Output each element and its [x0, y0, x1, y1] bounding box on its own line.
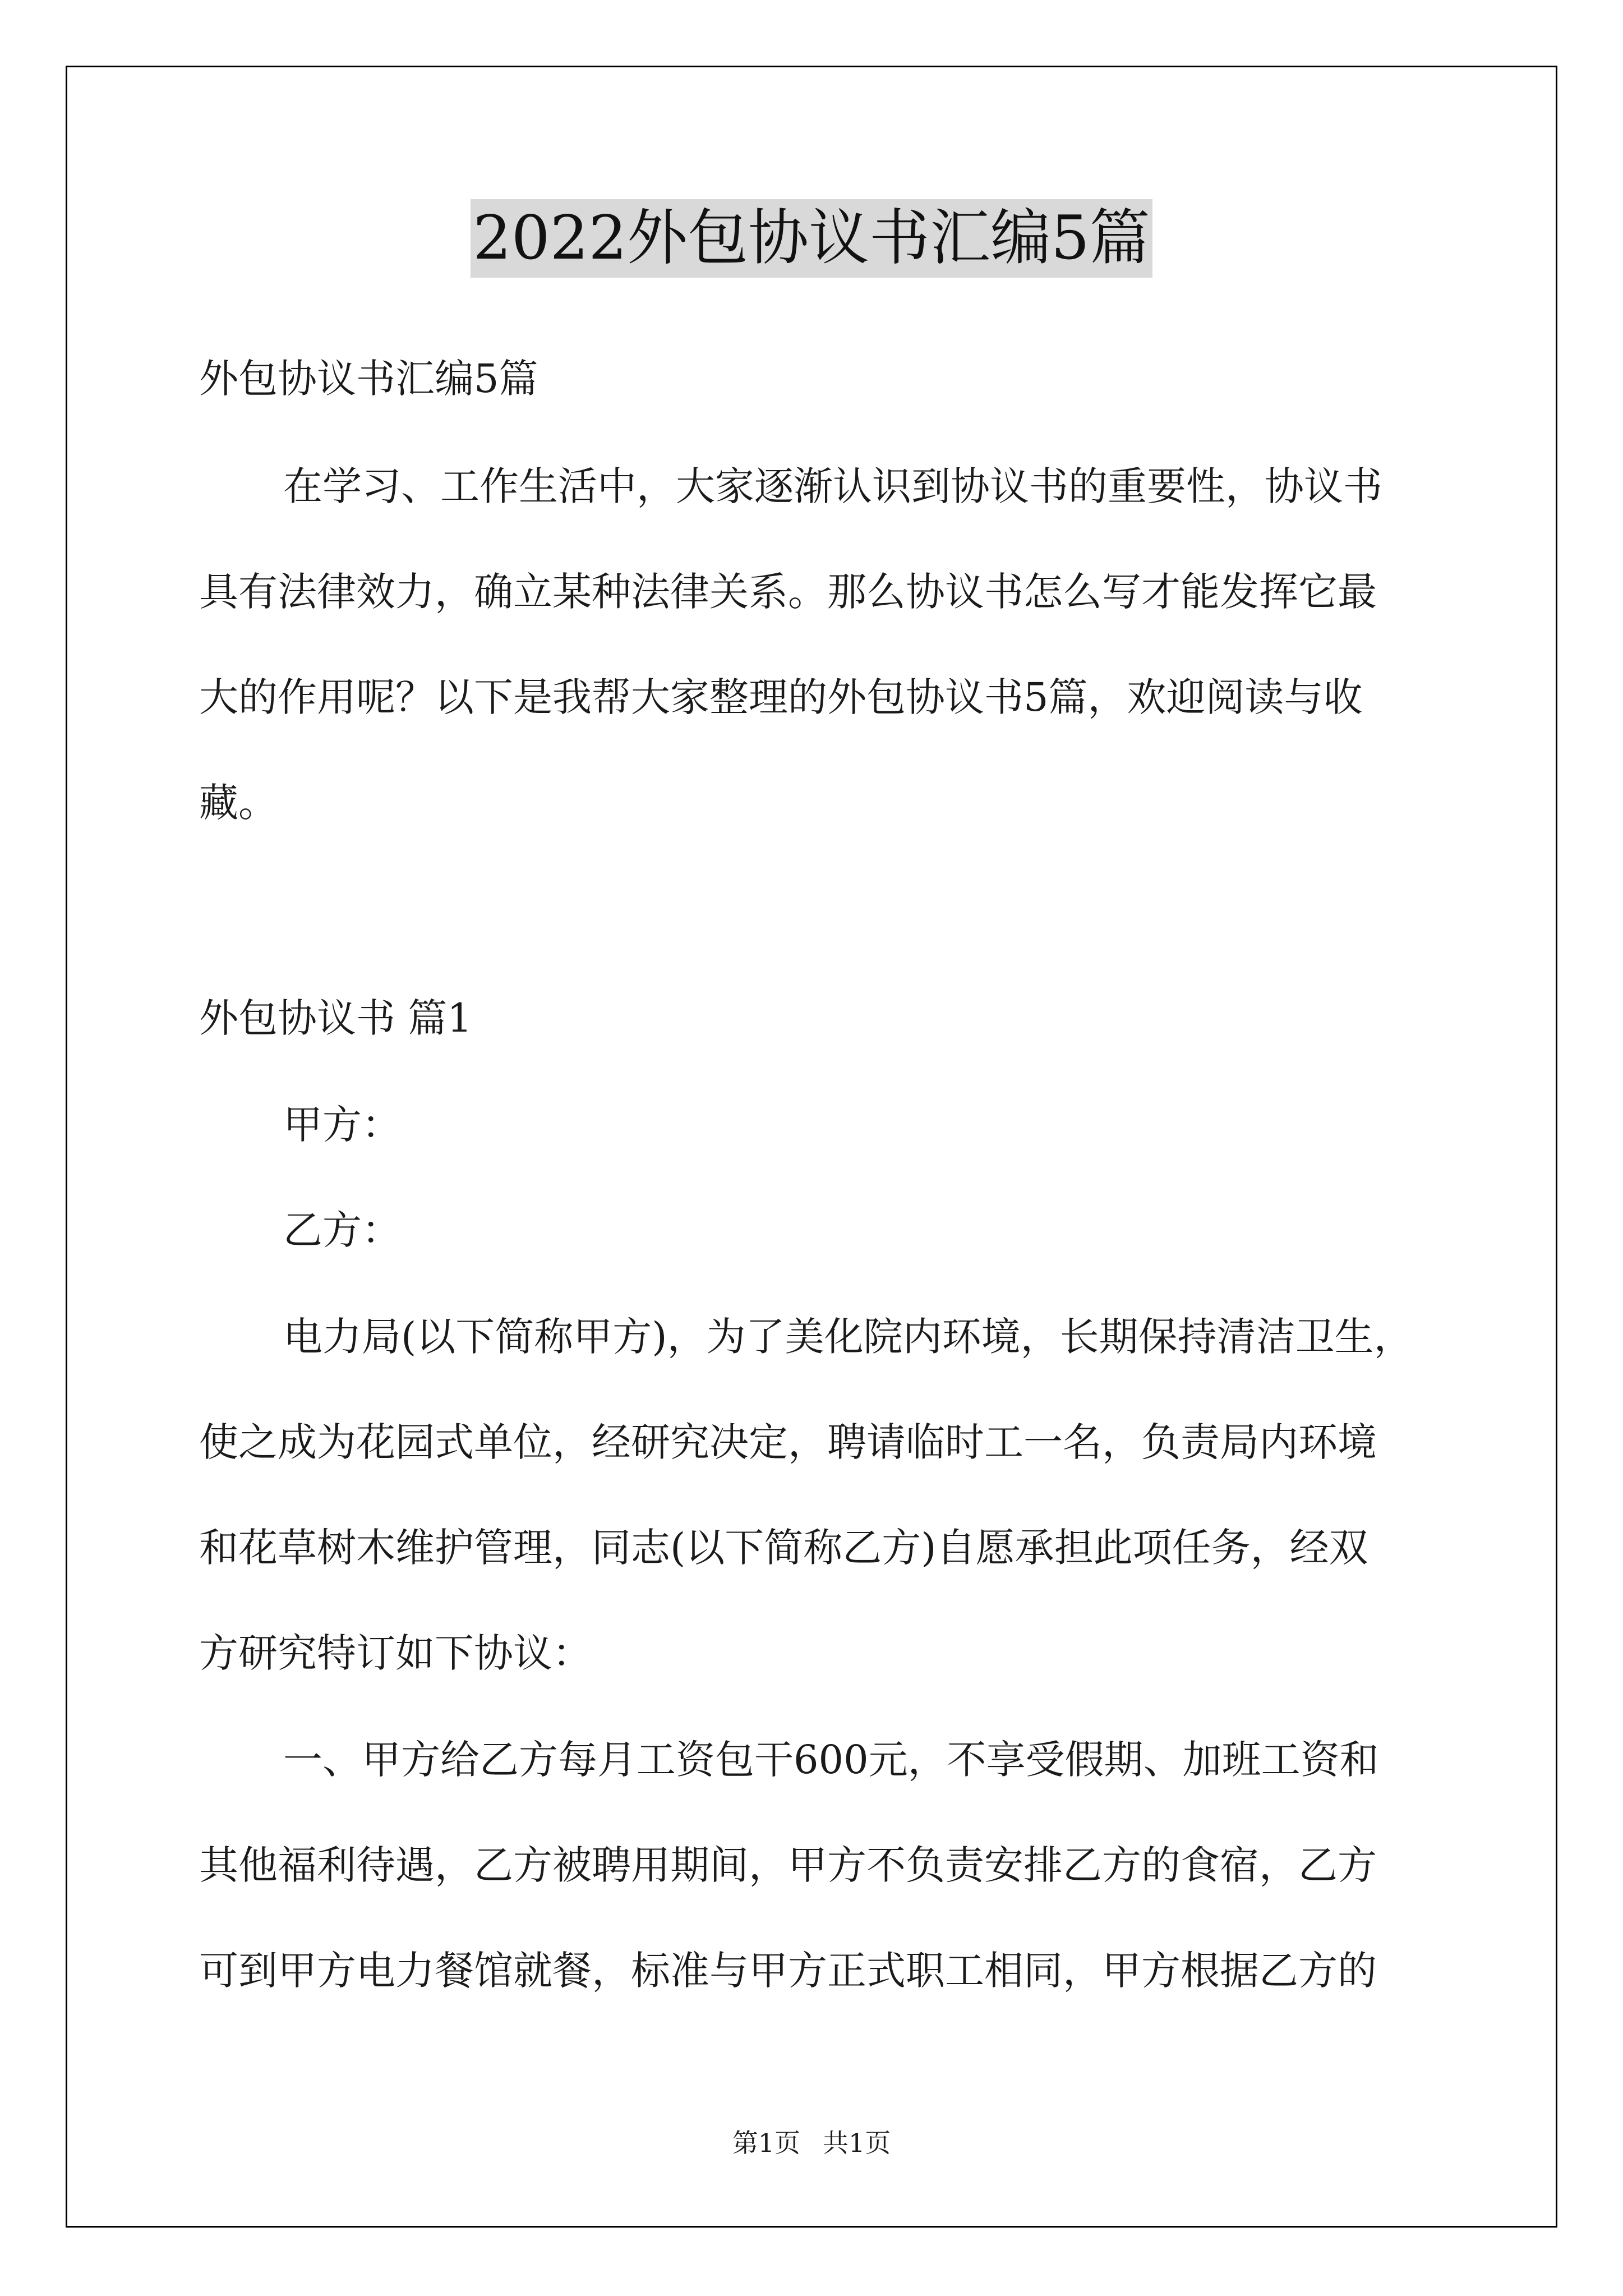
paragraph-line: 使之成为花园式单位，经研究决定，聘请临时工一名，负责局内环境 [199, 1419, 1377, 1465]
paragraph-line: 电力局(以下简称甲方)，为了美化院内环境，长期保持清洁卫生， [283, 1314, 1413, 1360]
intro-line: 大的作用呢？以下是我帮大家整理的外包协议书5篇，欢迎阅读与收 [199, 674, 1363, 720]
page-footer [0, 2126, 1623, 2160]
paragraph-line: 和花草树木维护管理，同志(以下简称乙方)自愿承担此项任务，经双 [199, 1525, 1368, 1571]
page-total: 共1页 [823, 2128, 891, 2158]
intro-line: 具有法律效力，确立某种法律关系。那么协议书怎么写才能发挥它最 [199, 569, 1377, 615]
intro-line: 藏。 [199, 780, 278, 826]
paragraph-line: 一、甲方给乙方每月工资包干600元，不享受假期、加班工资和 [283, 1737, 1379, 1783]
paragraph-line: 其他福利待遇，乙方被聘用期间，甲方不负责安排乙方的食宿，乙方 [199, 1842, 1377, 1888]
document-subtitle: 外包协议书汇编5篇 [199, 356, 538, 402]
page-number: 第1页 [732, 2128, 800, 2158]
party-a-label: 甲方： [283, 1102, 401, 1148]
party-b-label: 乙方： [283, 1207, 401, 1253]
document-title: 2022外包协议书汇编5篇 [471, 199, 1152, 278]
section-heading: 外包协议书 篇1 [199, 995, 472, 1041]
paragraph-line: 方研究特订如下协议： [199, 1630, 592, 1676]
intro-line: 在学习、工作生活中，大家逐渐认识到协议书的重要性，协议书 [283, 463, 1382, 509]
title-container [0, 199, 1623, 278]
paragraph-line: 可到甲方电力餐馆就餐，标准与甲方正式职工相同，甲方根据乙方的 [199, 1948, 1377, 1994]
